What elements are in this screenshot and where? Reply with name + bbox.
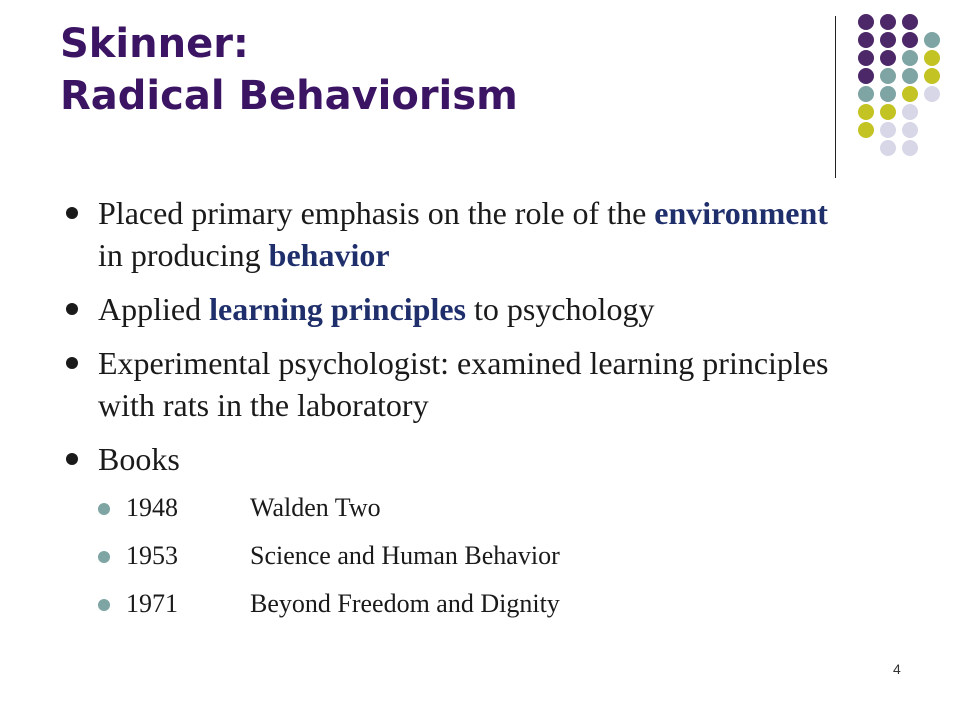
dot [880,32,896,48]
emphasis-term-learning-principles: learning principles [209,291,466,327]
bullet-marker [66,303,78,315]
dot [902,50,918,66]
bullet-marker [66,357,78,369]
sub-bullet-marker [98,599,110,611]
dot [880,14,896,30]
bullet-books [62,438,852,480]
sub-bullet-marker [98,503,110,515]
dot [924,50,940,66]
dot [858,104,874,120]
bullet-text: Applied [98,291,210,327]
bullet-text: in producing [98,237,269,273]
dot [902,104,918,120]
bullet-environment [62,192,852,276]
sub-bullet-marker [98,551,110,563]
dot [858,50,874,66]
dot [880,50,896,66]
dot [880,86,896,102]
dot [924,32,940,48]
book-title: Walden Two [250,493,381,522]
book-item [62,492,852,524]
book-year: 1948 [126,493,178,522]
dot [880,122,896,138]
dot [902,122,918,138]
bullet-list [62,192,852,636]
page-number: 4 [893,661,901,677]
bullet-text: Experimental psychologist: examined learning principles with rats in the laboratory [98,345,829,423]
dot [880,140,896,156]
title-line-1: Skinner: [60,21,249,67]
dot [902,86,918,102]
bullet-marker [66,207,78,219]
dot [902,14,918,30]
book-title: Science and Human Behavior [250,541,560,570]
dot [924,68,940,84]
dot [880,104,896,120]
bullet-experimental-psychologist [62,342,852,426]
emphasis-term-behavior: behavior [268,237,390,273]
dot [924,86,940,102]
emphasis-term-environment: environment [654,195,828,231]
dot [858,68,874,84]
book-item [62,540,852,572]
dot [858,86,874,102]
dot [902,68,918,84]
bullet-text: to psychology [466,291,655,327]
bullet-learning-principles [62,288,852,330]
dot [858,14,874,30]
bullet-text: Placed primary emphasis on the role of the [98,195,655,231]
dot [858,122,874,138]
slide-title [60,18,518,122]
book-title: Beyond Freedom and Dignity [250,589,560,618]
dot [880,68,896,84]
bullet-marker [66,453,78,465]
book-year: 1971 [126,589,178,618]
dot [858,32,874,48]
book-year: 1953 [126,541,178,570]
bullet-text: Books [98,441,180,477]
book-item [62,588,852,620]
vertical-divider [835,16,836,178]
dot [902,140,918,156]
dot [902,32,918,48]
title-line-2: Radical Behaviorism [60,73,518,119]
